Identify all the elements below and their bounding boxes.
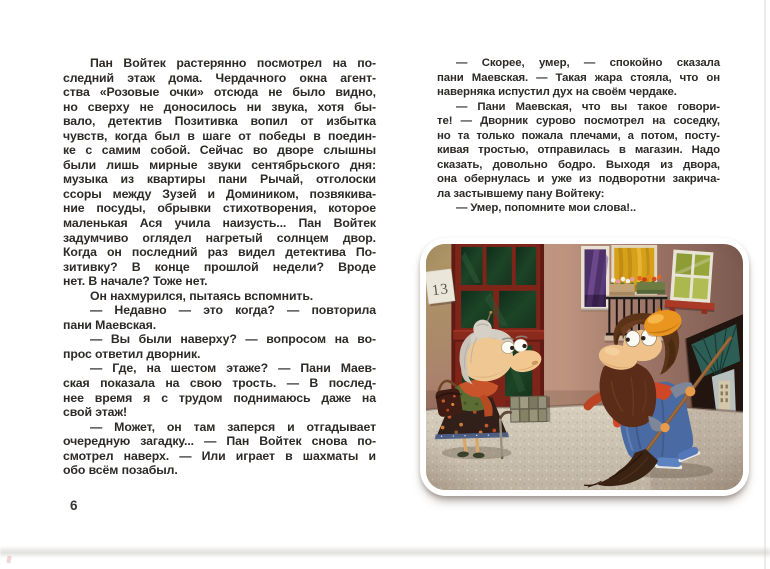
- text-line: маленькая Ася учила наизусть... Пан Войтек: [63, 216, 376, 231]
- text-line: пани Маевская. — Такая жара стояла, что он: [437, 71, 720, 84]
- text-line: наверняка испустил дух на своём чердаке.: [437, 86, 677, 99]
- text-line: — Умер, попомните мои слова!..: [456, 202, 637, 215]
- text-line: нет. В начале? Тоже нет.: [63, 274, 208, 289]
- text-line: задумчиво оглядел нагретый солнцем двор.: [63, 230, 376, 245]
- text-line: музыка из квартиры пани Рычай, отголоски: [63, 172, 376, 187]
- text-line: следний этаж дома. Чердачного окна агент-: [63, 70, 376, 85]
- text-line: смотрел наверх. — Или играет в шахматы и: [63, 448, 376, 463]
- text-line: нее время я с трудом поднимаюсь даже на: [63, 390, 376, 405]
- text-line: вало, детектив Позитивка вопил от избытка: [63, 114, 376, 129]
- text-line: — Скорее, умер, — спокойно сказала: [456, 57, 720, 69]
- vignette: [426, 244, 743, 490]
- text-line: она обернулась и уже из подворотни закрича-: [437, 173, 720, 186]
- text-line: ние посуды, обрывки стихотворения, которое: [63, 201, 376, 216]
- text-line: обо всём позабыл.: [63, 463, 178, 478]
- right-page-text: [437, 56, 720, 216]
- text-line: зитивку? В конце прошлой недели? Вроде: [63, 259, 376, 274]
- page-number: 6: [70, 498, 78, 513]
- text-line: те! — Дворник сурово посмотрел на соседку,: [437, 115, 720, 128]
- text-line: Пан Войтек растерянно посмотрел на по-: [90, 56, 376, 70]
- text-line: свой этаж!: [63, 405, 128, 420]
- text-line: — Вы были наверху? — вопросом на во-: [90, 332, 376, 347]
- text-line: но сверху не доносилось ни звука, хотя бы-: [63, 99, 376, 114]
- illustration-frame: [420, 238, 749, 496]
- text-line: но та только пожала плечами, а потом, посту-: [437, 129, 720, 142]
- text-line: сказать, довольно бодро. Выходя из двора,: [437, 158, 720, 171]
- text-line: — Где, на шестом этаже? — Пани Маев-: [90, 361, 376, 376]
- text-line: прос ответил дворник.: [63, 346, 201, 361]
- text-line: очередную загадку... — Пан Войтек снова по-: [63, 434, 376, 449]
- text-line: — Может, он там заперся и отгадывает: [90, 419, 376, 434]
- text-line: ства «Розовые очки» отсюда не было видно,: [63, 85, 376, 100]
- courtyard-illustration: [426, 244, 743, 490]
- text-line: ке с самим собой. Сейчас во дворе слышны: [63, 143, 376, 158]
- scan-artifact: [6, 556, 11, 564]
- left-page-text: [63, 56, 376, 478]
- text-line: ссоры между Зузей и Домиником, позвякива-: [63, 186, 376, 201]
- scan-edge-line: [764, 0, 766, 569]
- text-line: ла застывшему пану Войтеку:: [437, 187, 605, 200]
- text-line: Когда он последний раз видел детектива По-: [63, 245, 376, 260]
- text-line: пани Маевская.: [63, 317, 157, 332]
- text-line: ская показала на свою трость. — В послед-: [63, 376, 376, 391]
- text-line: — Недавно — это когда? — повторила: [90, 303, 376, 318]
- scan-shadow-band: [0, 546, 770, 558]
- text-line: были лишь мирные звуки сентябрьского дня:: [63, 157, 376, 172]
- text-line: кивая тростью, отправилась в магазин. Надо: [437, 144, 720, 157]
- text-line: — Пани Маевская, что вы такое говори-: [456, 100, 720, 113]
- text-line: чувств, когда был в шаге от победы в поедин-: [63, 128, 376, 143]
- text-line: Он нахмурился, пытаясь вспомнить.: [90, 288, 314, 303]
